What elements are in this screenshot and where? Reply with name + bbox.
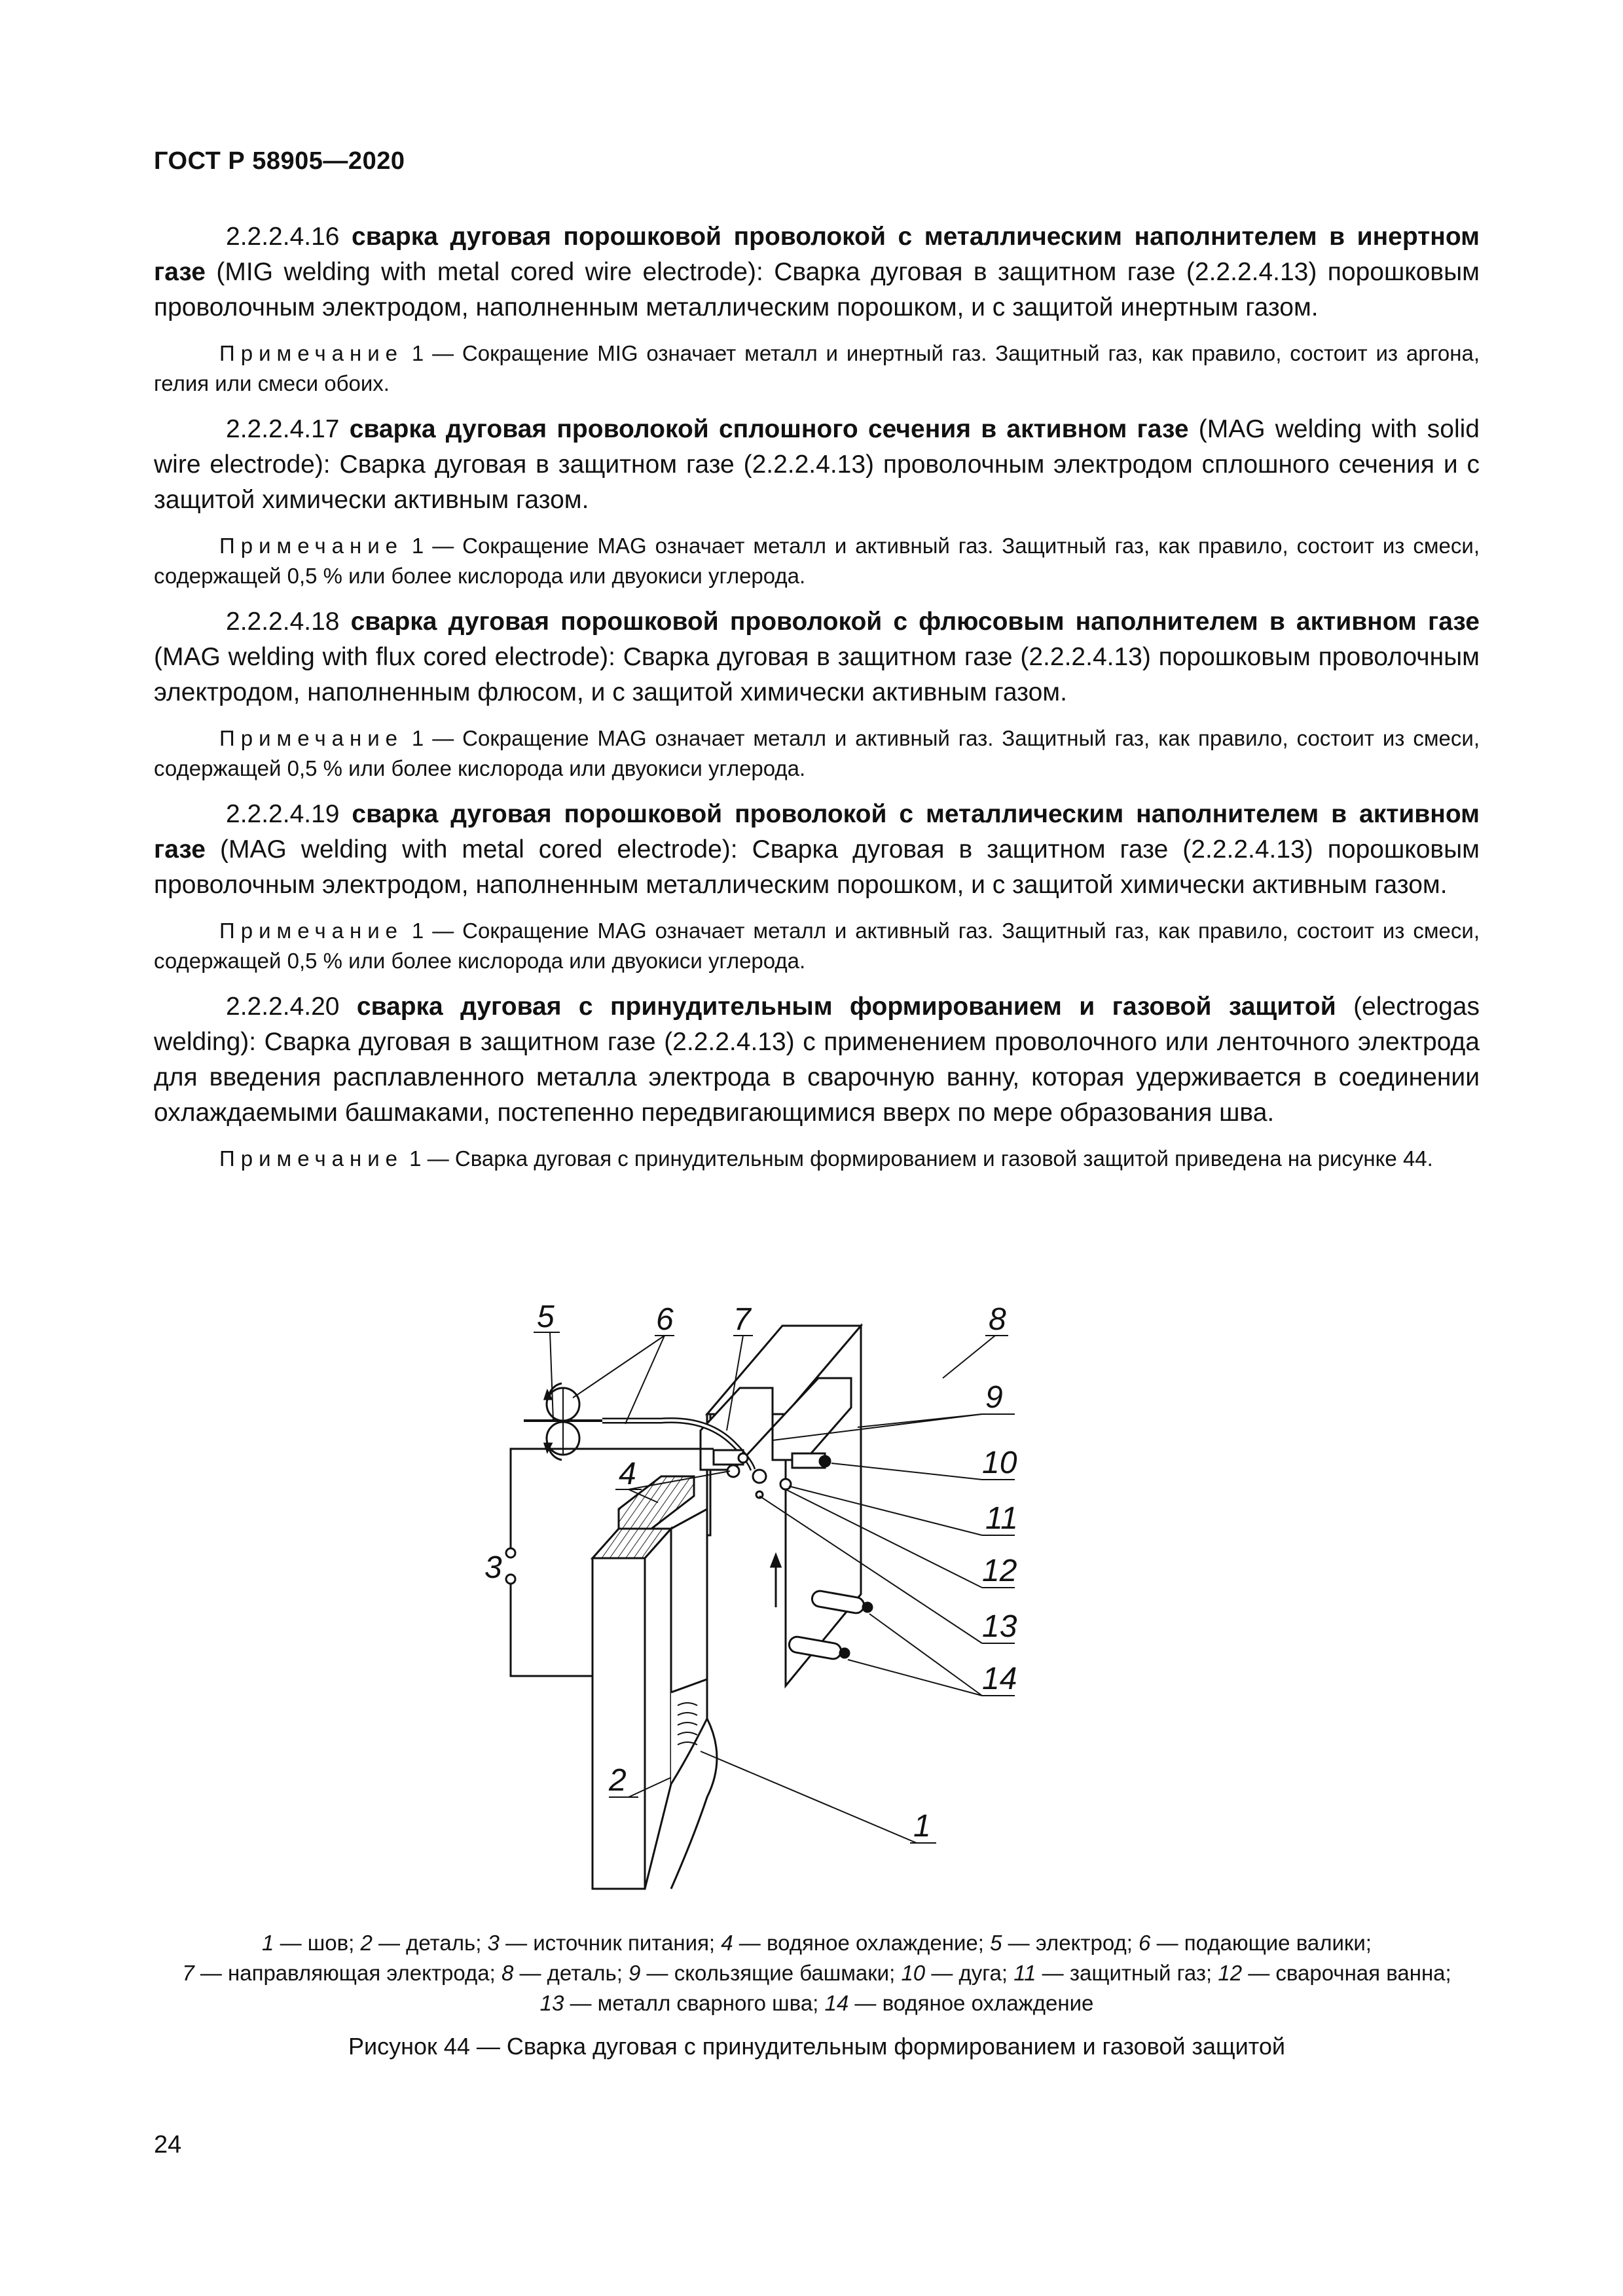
note-text: 1 — Сварка дуговая с принудительным формированием и газовой защитой приведена на рисунке 44. <box>403 1146 1433 1171</box>
note-text: 1 — Сокращение MIG означает металл и инертный газ. Защитный газ, как правило, состоит из аргона, гелия или смеси обоих. <box>154 341 1480 395</box>
term-definition: (MAG welding with metal cored electrode): Сварка дуговая в защитном газе (2.2.2.4.13) порошковым проволочным электродом, наполненным металлическим порошком, и с защитой химически активным газом. <box>154 835 1480 899</box>
figure-label-8: 8 <box>989 1302 1006 1337</box>
figure-label-2: 2 <box>609 1763 627 1798</box>
term-name: сварка дуговая порошковой проволокой с флюсовым наполнителем в активном газе <box>350 608 1480 636</box>
figure-label-11: 11 <box>985 1501 1018 1536</box>
legend-text: — сварочная ванна; <box>1242 1961 1451 1985</box>
figure-label-5: 5 <box>537 1300 555 1334</box>
welding-diagram <box>484 1300 1139 1928</box>
legend-num: 13 <box>539 1991 564 2015</box>
note-text: 1 — Сокращение MAG означает металл и активный газ. Защитный газ, как правило, состоит из смеси, содержащей 0,5 % или более кислорода или двуокиси углерода. <box>154 726 1480 780</box>
legend-line <box>154 1988 1480 2018</box>
legend-num: 12 <box>1218 1961 1243 1985</box>
term-definition: (electrogas welding): Сварка дуговая в защитном газе (2.2.2.4.13) с применением проволочного или ленточного электрода для введения расплавленного металла электрода в сварочную ванну, которая удерживается в соединении охлаждаемыми башмаками, постепенно передвигающимися вверх по мере образования шва. <box>154 993 1480 1127</box>
legend-num: 9 <box>629 1961 641 1985</box>
legend-text: — шов; <box>274 1931 361 1955</box>
figure-label-3: 3 <box>484 1550 502 1585</box>
term-number: 2.2.2.4.19 <box>226 800 340 828</box>
legend-text: — водяное охлаждение; <box>733 1931 991 1955</box>
legend-text: — деталь; <box>372 1931 488 1955</box>
legend-text: — направляющая электрода; <box>194 1961 501 1985</box>
legend-num: 8 <box>501 1961 514 1985</box>
legend-num: 7 <box>182 1961 194 1985</box>
legend-num: 4 <box>721 1931 733 1955</box>
figure-label-9: 9 <box>985 1380 1003 1415</box>
figure-label-14: 14 <box>982 1662 1017 1696</box>
part-2-face <box>593 1558 645 1889</box>
term-entry <box>154 989 1480 1131</box>
figure-label-13: 13 <box>982 1609 1017 1644</box>
legend-num: 5 <box>990 1931 1002 1955</box>
term-definition: (MAG welding with solid wire electrode): Сварка дуговая в защитном газе (2.2.2.4.13) проволочным электродом сплошного сечения и с защитой химически активным газом. <box>154 415 1480 514</box>
term-definition: (MIG welding with metal cored wire electrode): Сварка дуговая в защитном газе (2.2.2.4.13) порошковым проволочным электродом, наполненным металлическим порошком, и с защитой инертным газом. <box>154 258 1480 321</box>
term-entry <box>154 219 1480 325</box>
legend-text: — скользящие башмаки; <box>640 1961 902 1985</box>
legend-text: — водяное охлаждение <box>848 1991 1094 2015</box>
legend-text: — электрод; <box>1002 1931 1139 1955</box>
note <box>154 723 1480 784</box>
legend-line <box>154 1958 1480 1988</box>
term-name: сварка дуговая порошковой проволокой с металлическим наполнителем в активном газе <box>154 800 1480 864</box>
legend-num: 2 <box>360 1931 373 1955</box>
body-text <box>154 219 1480 1187</box>
term-entry <box>154 604 1480 710</box>
term-name: сварка дуговая порошковой проволокой с металлическим наполнителем в инертном газе <box>154 223 1480 286</box>
note-text: 1 — Сокращение MAG означает металл и активный газ. Защитный газ, как правило, состоит из смеси, содержащей 0,5 % или более кислорода или двуокиси углерода. <box>154 919 1480 973</box>
weld-pool <box>753 1470 766 1483</box>
note-label: Примечание <box>219 534 404 558</box>
legend-text: — металл сварного шва; <box>564 1991 825 2015</box>
figure-label-10: 10 <box>982 1446 1017 1480</box>
document-code: ГОСТ Р 58905—2020 <box>154 147 405 175</box>
figure-label-4: 4 <box>619 1457 636 1491</box>
term-entry <box>154 412 1480 518</box>
term-number: 2.2.2.4.17 <box>226 415 340 443</box>
note-label: Примечание <box>219 1146 404 1171</box>
legend-text: — защитный газ; <box>1036 1961 1218 1985</box>
figure-label-1: 1 <box>913 1809 931 1844</box>
legend-num: 6 <box>1139 1931 1151 1955</box>
legend-num: 3 <box>487 1931 500 1955</box>
figure-legend <box>154 1928 1480 2018</box>
note-text: 1 — Сокращение MAG означает металл и активный газ. Защитный газ, как правило, состоит из смеси, содержащей 0,5 % или более кислорода или двуокиси углерода. <box>154 534 1480 588</box>
term-definition: (MAG welding with flux cored electrode): Сварка дуговая в защитном газе (2.2.2.4.13) порошковым проволочным электродом, наполненным флюсом, и с защитой химически активным газом. <box>154 643 1480 706</box>
note-label: Примечание <box>219 919 404 943</box>
legend-line <box>154 1928 1480 1958</box>
term-number: 2.2.2.4.18 <box>226 608 340 636</box>
term-entry <box>154 797 1480 903</box>
legend-num: 11 <box>1013 1961 1036 1985</box>
term-name: сварка дуговая проволокой сплошного сечения в активном газе <box>349 415 1189 443</box>
seam-channel <box>671 1509 707 1692</box>
term-number: 2.2.2.4.20 <box>226 993 340 1021</box>
figure-label-7: 7 <box>733 1302 751 1337</box>
legend-num: 10 <box>901 1961 926 1985</box>
figure-label-12: 12 <box>982 1554 1017 1588</box>
term-name: сварка дуговая с принудительным формированием и газовой защитой <box>356 993 1336 1021</box>
note-label: Примечание <box>219 726 404 750</box>
legend-text: — дуга; <box>925 1961 1014 1985</box>
note <box>154 338 1480 399</box>
legend-num: 14 <box>824 1991 849 2015</box>
note <box>154 916 1480 976</box>
note <box>154 1144 1480 1174</box>
note-label: Примечание <box>219 341 404 365</box>
figure-caption: Рисунок 44 — Сварка дуговая с принудительным формированием и газовой защитой <box>348 2033 1285 2060</box>
figure-label-6: 6 <box>656 1302 674 1337</box>
page-number: 24 <box>154 2131 182 2159</box>
legend-text: — деталь; <box>513 1961 629 1985</box>
part-2-side <box>645 1529 671 1889</box>
legend-text: — источник питания; <box>499 1931 721 1955</box>
note <box>154 531 1480 591</box>
legend-num: 1 <box>262 1931 274 1955</box>
term-number: 2.2.2.4.16 <box>226 223 340 251</box>
legend-text: — подающие валики; <box>1150 1931 1372 1955</box>
